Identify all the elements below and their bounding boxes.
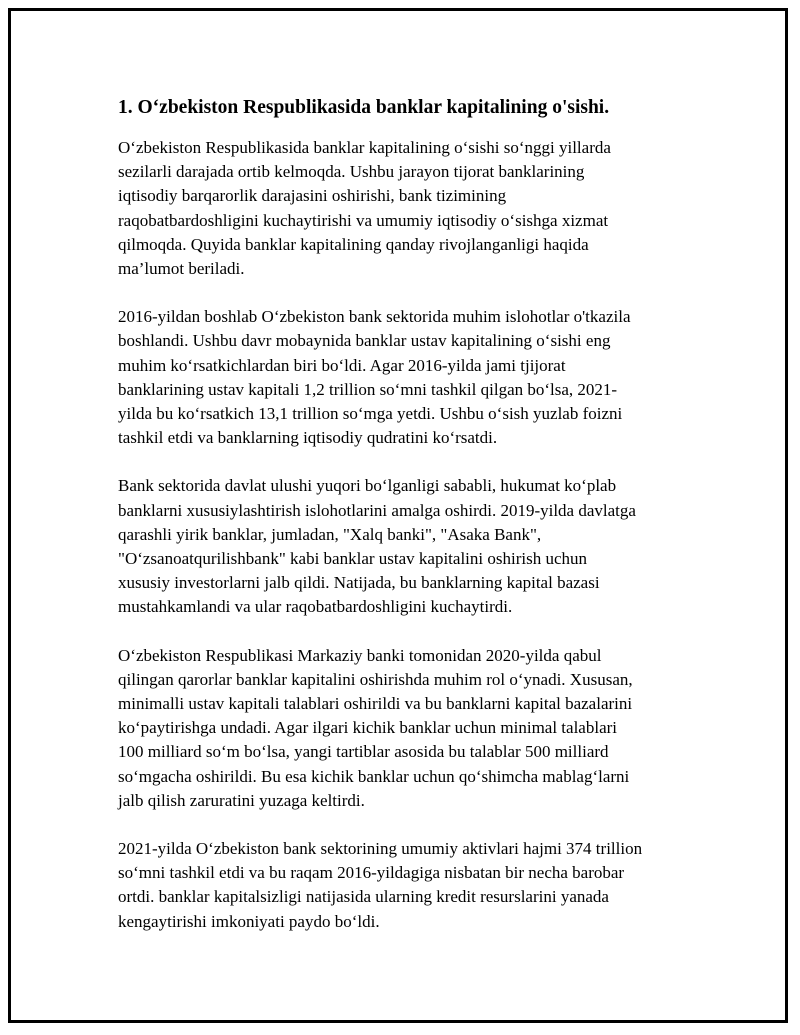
text-line: ko‘paytirishga undadi. Agar ilgari kichik banklar uchun minimal talablari [118, 718, 618, 738]
text-line: minimalli ustav kapitali talablari oshirildi va bu banklarni kapital bazalarini [118, 694, 633, 714]
text-line: jalb qilish zaruratini yuzaga keltirdi. [118, 790, 365, 810]
text-line: sezilarli darajada ortib kelmoqda. Ushbu jarayon tijorat banklarining [118, 162, 585, 182]
paragraph-4 [118, 644, 693, 813]
text-line: 100 milliard so‘m bo‘lsa, yangi tartiblar asosida bu talablar 500 milliard [118, 742, 609, 762]
text-line: tashkil etdi va banklarning iqtisodiy qudratini ko‘rsatdi. [118, 428, 498, 448]
text-line: boshlandi. Ushbu davr mobaynida banklar ustav kapitalining o‘sishi eng [118, 331, 611, 351]
text-line: xususiy investorlarni jalb qildi. Natijada, bu banklarning kapital bazasi [118, 573, 600, 593]
text-line: so‘mgacha oshirildi. Bu esa kichik banklar uchun qo‘shimcha mablag‘larni [118, 766, 630, 786]
text-line: 2021-yilda O‘zbekiston bank sektorining umumiy aktivlari hajmi 374 trillion [118, 839, 643, 859]
text-line: qilmoqda. Quyida banklar kapitalining qanday rivojlanganligi haqida [118, 234, 589, 254]
text-line: mustahkamlandi va ular raqobatbardoshligini kuchaytirdi. [118, 597, 513, 617]
text-line: banklarining ustav kapitali 1,2 trillion so‘mni tashkil qilgan bo‘lsa, 2021- [118, 379, 618, 399]
text-line: qarashli yirik banklar, jumladan, "Xalq banki", "Asaka Bank", [118, 524, 542, 544]
document-body [118, 96, 693, 958]
text-line: so‘mni tashkil etdi va bu raqam 2016-yildagiga nisbatan bir necha barobar [118, 863, 625, 883]
paragraph-5 [118, 837, 693, 934]
text-line: ma’lumot beriladi. [118, 259, 245, 279]
text-line: banklarni xususiylashtirish islohotlarini amalga oshirdi. 2019-yilda davlatga [118, 500, 636, 520]
paragraph-2 [118, 305, 693, 450]
text-line: O‘zbekiston Respublikasi Markaziy banki tomonidan 2020-yilda qabul [118, 645, 602, 665]
text-line: muhim ko‘rsatkichlardan biri bo‘ldi. Agar 2016-yilda jami tjijorat [118, 355, 566, 375]
text-line: 2016-yildan boshlab O‘zbekiston bank sektorida muhim islohotlar o'tkazila [118, 307, 631, 327]
text-line: yilda bu ko‘rsatkich 13,1 trillion so‘mga yetdi. Ushbu o‘sish yuzlab foizni [118, 404, 623, 424]
text-line: qilingan qarorlar banklar kapitalini oshirishda muhim rol o‘ynadi. Xususan, [118, 669, 633, 689]
paragraph-1 [118, 136, 693, 281]
section-heading: 1. O‘zbekiston Respublikasida banklar kapitalining o'sishi. [118, 97, 610, 118]
text-line: iqtisodiy barqarorlik darajasini oshirishi, bank tizimining [118, 186, 507, 206]
text-line: "O‘zsanoatqurilishbank" kabi banklar ustav kapitalini oshirish uchun [118, 549, 588, 569]
text-line: ortdi. banklar kapitalsizligi natijasida ularning kredit resurslarini yanada [118, 887, 609, 907]
text-line: raqobatbardoshligini kuchaytirishi va umumiy iqtisodiy o‘sishga xizmat [118, 210, 609, 230]
paragraph-3 [118, 474, 693, 619]
text-line: O‘zbekiston Respublikasida banklar kapitalining o‘sishi so‘nggi yillarda [118, 138, 611, 157]
text-line: Bank sektorida davlat ulushi yuqori bo‘lganligi sababli, hukumat ko‘plab [118, 476, 617, 496]
text-line: kengaytirishi imkoniyati paydo bo‘ldi. [118, 911, 380, 931]
